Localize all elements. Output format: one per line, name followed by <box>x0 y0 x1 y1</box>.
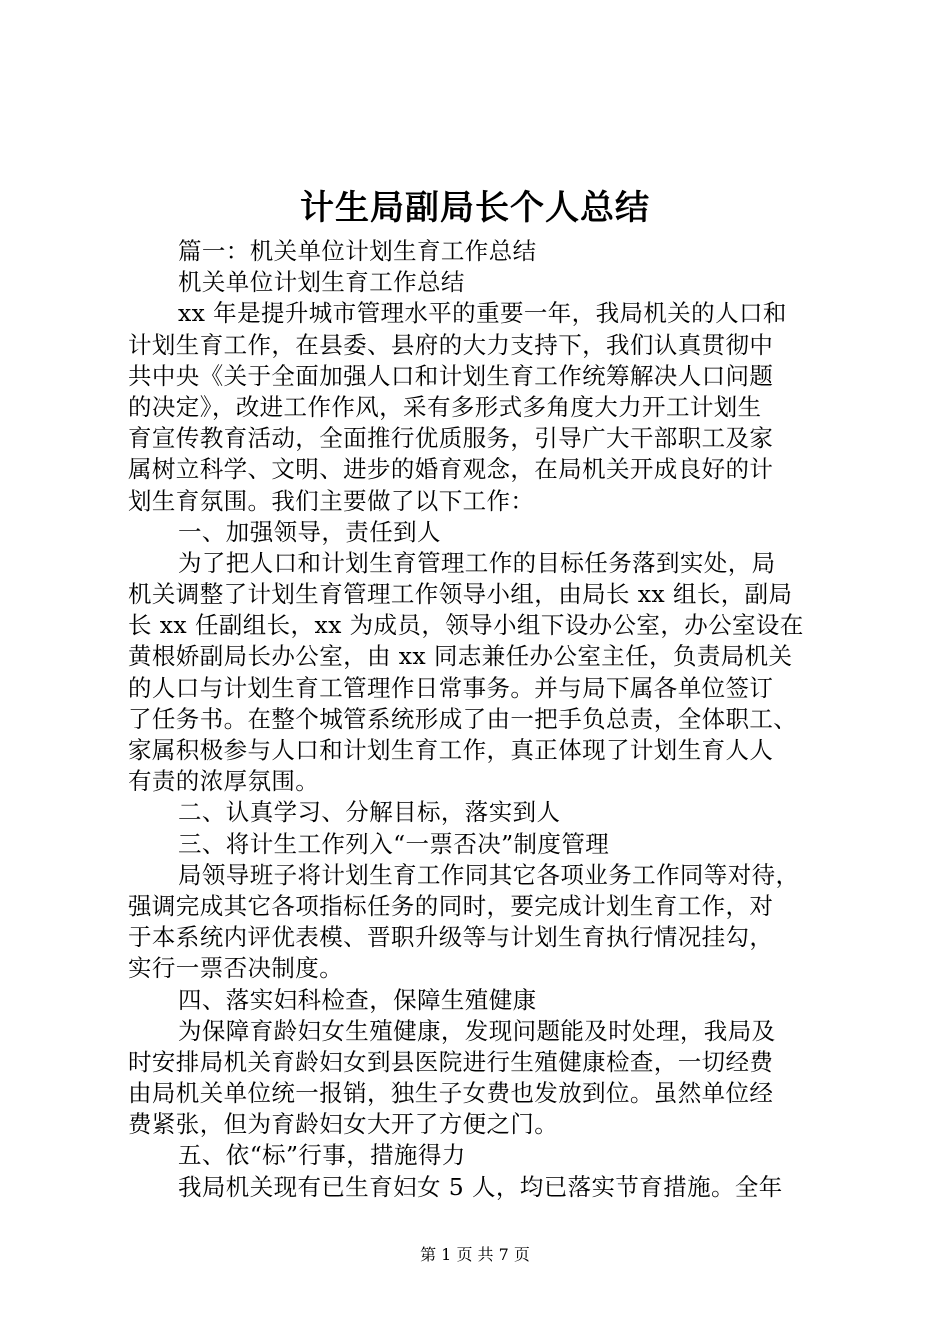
text-line: 机关单位计划生育工作总结 <box>178 268 465 297</box>
text-line: 育宣传教育活动，全面推行优质服务，引导广大干部职工及家 <box>128 424 774 453</box>
text-line: 三、将计生工作列入“一票否决”制度管理 <box>178 829 610 858</box>
text-line: 属树立科学、文明、进步的婚育观念，在局机关开成良好的计 <box>128 455 774 484</box>
text-line: 四、落实妇科检查，保障生殖健康 <box>178 985 537 1014</box>
text-line: 的人口与计划生育工管理作日常事务。并与局下属各单位签订 <box>128 673 774 702</box>
text-line: 二、认真学习、分解目标，落实到人 <box>178 798 561 827</box>
text-line: 共中央《关于全面加强人口和计划生育工作统筹解决人口问题 <box>128 361 774 390</box>
text-line: 家属积极参与人口和计划生育工作，真正体现了计划生育人人 <box>128 736 774 764</box>
text-line: 于本系统内评优表模、晋职升级等与计划生育执行情况挂勾， <box>128 923 774 952</box>
text-line: 我局机关现有已生育妇女 5 人，均已落实节育措施。全年 <box>178 1172 783 1201</box>
text-line: 了任务书。在整个城管系统形成了由一把手负总责，全体职工、 <box>128 704 798 733</box>
text-line: 有责的浓厚氛围。 <box>128 767 320 796</box>
text-line: xx 年是提升城市管理水平的重要一年，我局机关的人口和 <box>178 299 787 328</box>
text-line: 局领导班子将计划生育工作同其它各项业务工作同等对待， <box>178 860 800 889</box>
text-line: 为保障育龄妇女生殖健康，发现问题能及时处理，我局及 <box>178 1016 776 1045</box>
text-line: 实行一票否决制度。 <box>128 954 344 983</box>
page-title: 计生局副局长个人总结 <box>300 188 650 228</box>
text-line: 的决定》，改进工作作风，采有多形式多角度大力开工计划生 <box>128 392 762 421</box>
text-line: 黄根娇副局长办公室，由 xx 同志兼任办公室主任，负责局机关 <box>128 642 793 671</box>
text-line: 强调完成其它各项指标任务的同时，要完成计划生育工作，对 <box>128 891 774 920</box>
text-line: 长 xx 任副组长，xx 为成员，领导小组下设办公室，办公室设在 <box>128 611 804 640</box>
text-line: 机关调整了计划生育管理工作领导小组，由局长 xx 组长，副局 <box>128 580 793 609</box>
text-line: 时安排局机关育龄妇女到县医院进行生殖健康检查，一切经费 <box>128 1047 774 1076</box>
page-footer: 第 1 页 共 7 页 <box>420 1245 530 1264</box>
text-line: 为了把人口和计划生育管理工作的目标任务落到实处，局 <box>178 548 776 577</box>
text-line: 由局机关单位统一报销，独生子女费也发放到位。虽然单位经 <box>128 1079 774 1108</box>
text-line: 划生育氛围。我们主要做了以下工作： <box>128 486 535 515</box>
text-line: 计划生育工作，在县委、县府的大力支持下，我们认真贯彻中 <box>128 330 774 359</box>
text-line: 篇一：机关单位计划生育工作总结 <box>178 237 537 265</box>
text-line: 费紧张，但为育龄妇女大开了方便之门。 <box>128 1110 559 1139</box>
text-line: 一、加强领导，责任到人 <box>178 517 441 546</box>
document-body <box>128 236 840 1203</box>
text-line: 五、依“标”行事，措施得力 <box>178 1141 466 1170</box>
